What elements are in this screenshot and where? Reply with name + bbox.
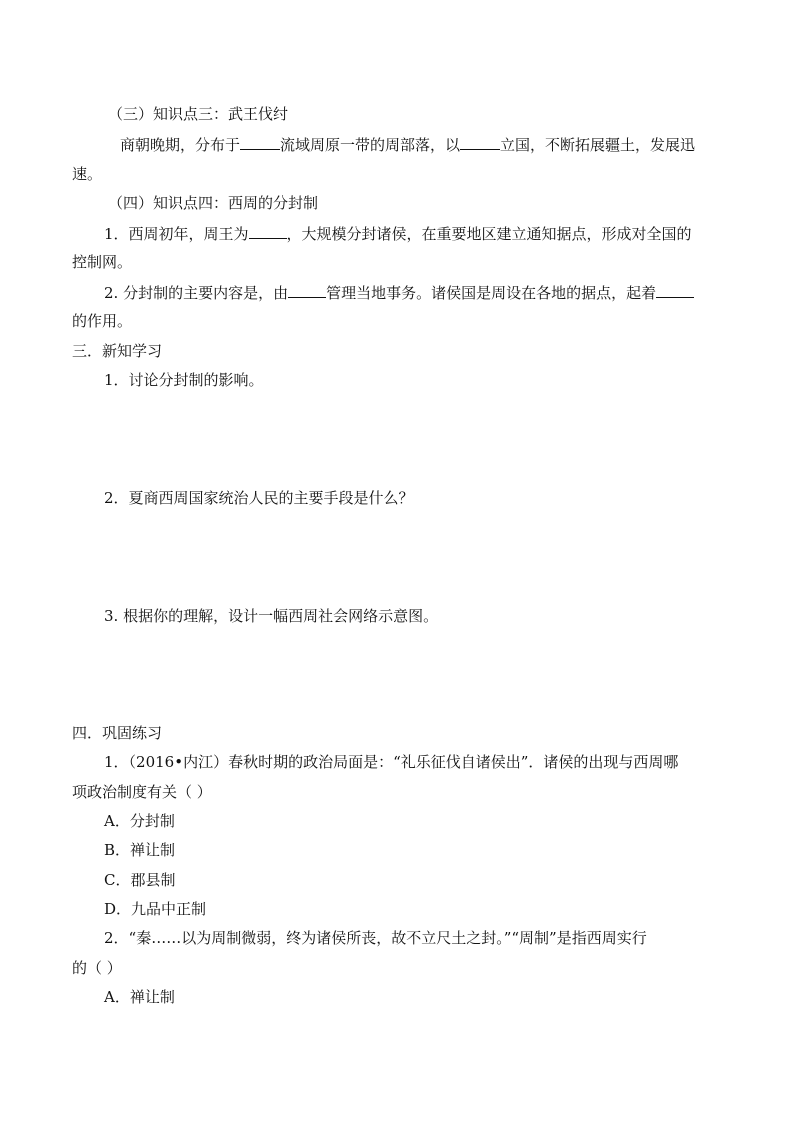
discussion-question-1: 1．讨论分封制的影响。 — [104, 371, 264, 389]
practice-question-2-continuation: 的（ ） — [72, 959, 122, 977]
item-text: 管理当地事务。诸侯国是周设在各地的据点，起着 — [326, 284, 657, 302]
practice-question-1-continuation: 项政治制度有关（ ） — [72, 783, 212, 801]
discussion-question-2: 2．夏商西周国家统治人民的主要手段是什么？ — [104, 489, 414, 507]
fill-blank[interactable] — [249, 222, 287, 239]
paragraph-text: 立国，不断拓展疆土，发展迅 — [500, 136, 696, 154]
paragraph-continuation: 速。 — [72, 165, 103, 183]
paragraph-shang-late — [120, 133, 780, 156]
practice-question-2: 2．“秦……以为周制微弱，终为诸侯所丧，故不立尺土之封。”“周制”是指西周实行 — [104, 929, 647, 947]
paragraph-text: 流域周原一带的周部落，以 — [280, 136, 461, 154]
answer-option-c[interactable]: C．郡县制 — [104, 871, 176, 889]
answer-option-a[interactable]: A．分封制 — [104, 812, 175, 830]
knowledge-item-1 — [104, 222, 764, 245]
knowledge-item-1-continuation: 控制网。 — [72, 253, 133, 271]
practice-question-1: 1．（2016•内江）春秋时期的政治局面是：“礼乐征伐自诸侯出”．诸侯的出现与西周哪 — [104, 753, 679, 771]
item-text: 2. 分封制的主要内容是，由 — [104, 284, 289, 302]
answer-option-b[interactable]: B．禅让制 — [104, 841, 176, 859]
item-text: 1．西周初年，周王为 — [104, 225, 249, 243]
fill-blank[interactable] — [288, 281, 326, 298]
answer-option-d[interactable]: D．九品中正制 — [104, 900, 207, 918]
fill-blank[interactable] — [656, 281, 694, 298]
knowledge-item-2-continuation: 的作用。 — [72, 312, 133, 330]
paragraph-text: 商朝晚期，分布于 — [120, 136, 241, 154]
discussion-question-3: 3. 根据你的理解，设计一幅西周社会网络示意图。 — [104, 607, 439, 625]
knowledge-item-2 — [104, 281, 764, 304]
section-heading-practice: 四．巩固练习 — [72, 724, 163, 742]
section-heading-king-wu: （三）知识点三：武王伐纣 — [108, 105, 289, 123]
item-text: ，大规模分封诸侯，在重要地区建立通知据点，形成对全国的 — [286, 225, 692, 243]
fill-blank[interactable] — [460, 133, 500, 150]
fill-blank[interactable] — [240, 133, 280, 150]
section-heading-fengjian: （四）知识点四：西周的分封制 — [108, 194, 319, 212]
section-heading-new-knowledge: 三．新知学习 — [72, 342, 163, 360]
answer-option-a[interactable]: A．禅让制 — [104, 988, 175, 1006]
